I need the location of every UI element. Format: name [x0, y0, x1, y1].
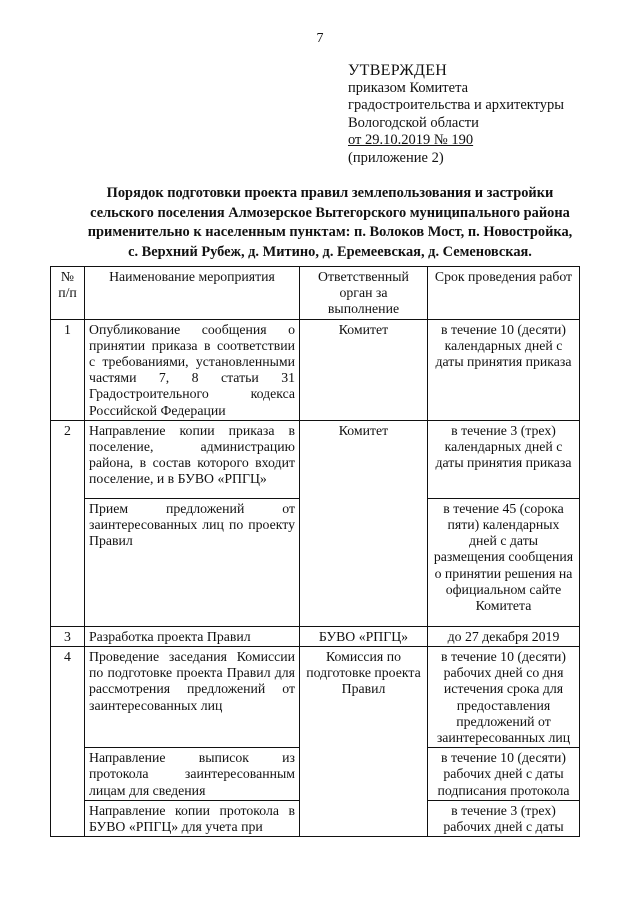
table-row	[51, 420, 580, 498]
title-line: с. Верхний Рубеж, д. Митино, д. Еремеевская, д. Семеновская.	[128, 243, 532, 260]
table-header-row	[51, 267, 580, 320]
row-action: Разработка проекта Правил	[85, 626, 300, 646]
page-number: 7	[316, 31, 324, 46]
row-term: в течение 3 (трех) календарных дней с даты принятия приказа	[428, 420, 580, 498]
table-row	[51, 319, 580, 420]
approval-order-date: от 29.10.2019 № 190	[348, 132, 474, 148]
row-action: Направление выписок из протокола заинтересованным лицам для сведения	[85, 748, 300, 801]
header-num: № п/п	[51, 267, 85, 320]
row-action: Прием предложений от заинтересованных лиц по проекту Правил	[85, 498, 300, 626]
title-line: сельского поселения Алмозерское Вытегорского муниципального района	[90, 204, 570, 221]
row-org: Комитет	[300, 420, 428, 626]
row-action: Опубликование сообщения о принятии приказа в соответствии с требованиями, установленными частями 7, 8 статьи 31 Градостроительного кодекса Российской Федерации	[85, 319, 300, 420]
approval-line: Вологодской области	[348, 114, 479, 131]
header-action: Наименование мероприятия	[85, 267, 300, 320]
approval-line: градостроительства и архитектуры	[348, 97, 565, 113]
row-action: Направление копии протокола в БУВО «РПГЦ» для учета при	[85, 800, 300, 836]
schedule-table	[50, 266, 580, 837]
title-line: применительно к населенным пунктам: п. Волоков Мост, п. Новостройка,	[87, 224, 573, 240]
approval-line: приказом Комитета	[348, 79, 469, 96]
row-term: до 27 декабря 2019	[428, 626, 580, 646]
row-term: в течение 45 (сорока пяти) календарных дней с даты размещения сообщения о принятии решения на официальном сайте Комитета	[428, 498, 580, 626]
row-num: 1	[51, 319, 85, 420]
row-term: в течение 10 (десяти) рабочих дней с даты подписания протокола	[428, 748, 580, 801]
row-org: Комиссия по подготовке проекта Правил	[300, 647, 428, 837]
row-num: 4	[51, 647, 85, 837]
approval-title: УТВЕРЖДЕН	[348, 62, 448, 79]
row-num: 2	[51, 420, 85, 626]
row-term: в течение 10 (десяти) рабочих дней со дня истечения срока для предоставления предложений от заинтересованных лиц	[428, 647, 580, 748]
approval-appendix: (приложение 2)	[348, 149, 444, 166]
row-term: в течение 10 (десяти) календарных дней с даты принятия приказа	[428, 319, 580, 420]
document-title	[70, 184, 590, 262]
header-org: Ответственный орган за выполнение	[300, 267, 428, 320]
approval-block	[348, 62, 564, 167]
row-action: Проведение заседания Комиссии по подготовке проекта Правил для рассмотрения предложений от заинтересованных лиц	[85, 647, 300, 748]
header-term: Срок проведения работ	[428, 267, 580, 320]
table-row	[51, 647, 580, 748]
table-row	[51, 626, 580, 646]
row-org: БУВО «РПГЦ»	[300, 626, 428, 646]
title-line: Порядок подготовки проекта правил землепользования и застройки	[106, 185, 554, 201]
row-org: Комитет	[300, 319, 428, 420]
row-num: 3	[51, 626, 85, 646]
row-term: в течение 3 (трех) рабочих дней с даты	[428, 800, 580, 836]
row-action: Направление копии приказа в поселение, администрацию района, в состав которого входит поселение, и в БУВО «РПГЦ»	[85, 420, 300, 498]
